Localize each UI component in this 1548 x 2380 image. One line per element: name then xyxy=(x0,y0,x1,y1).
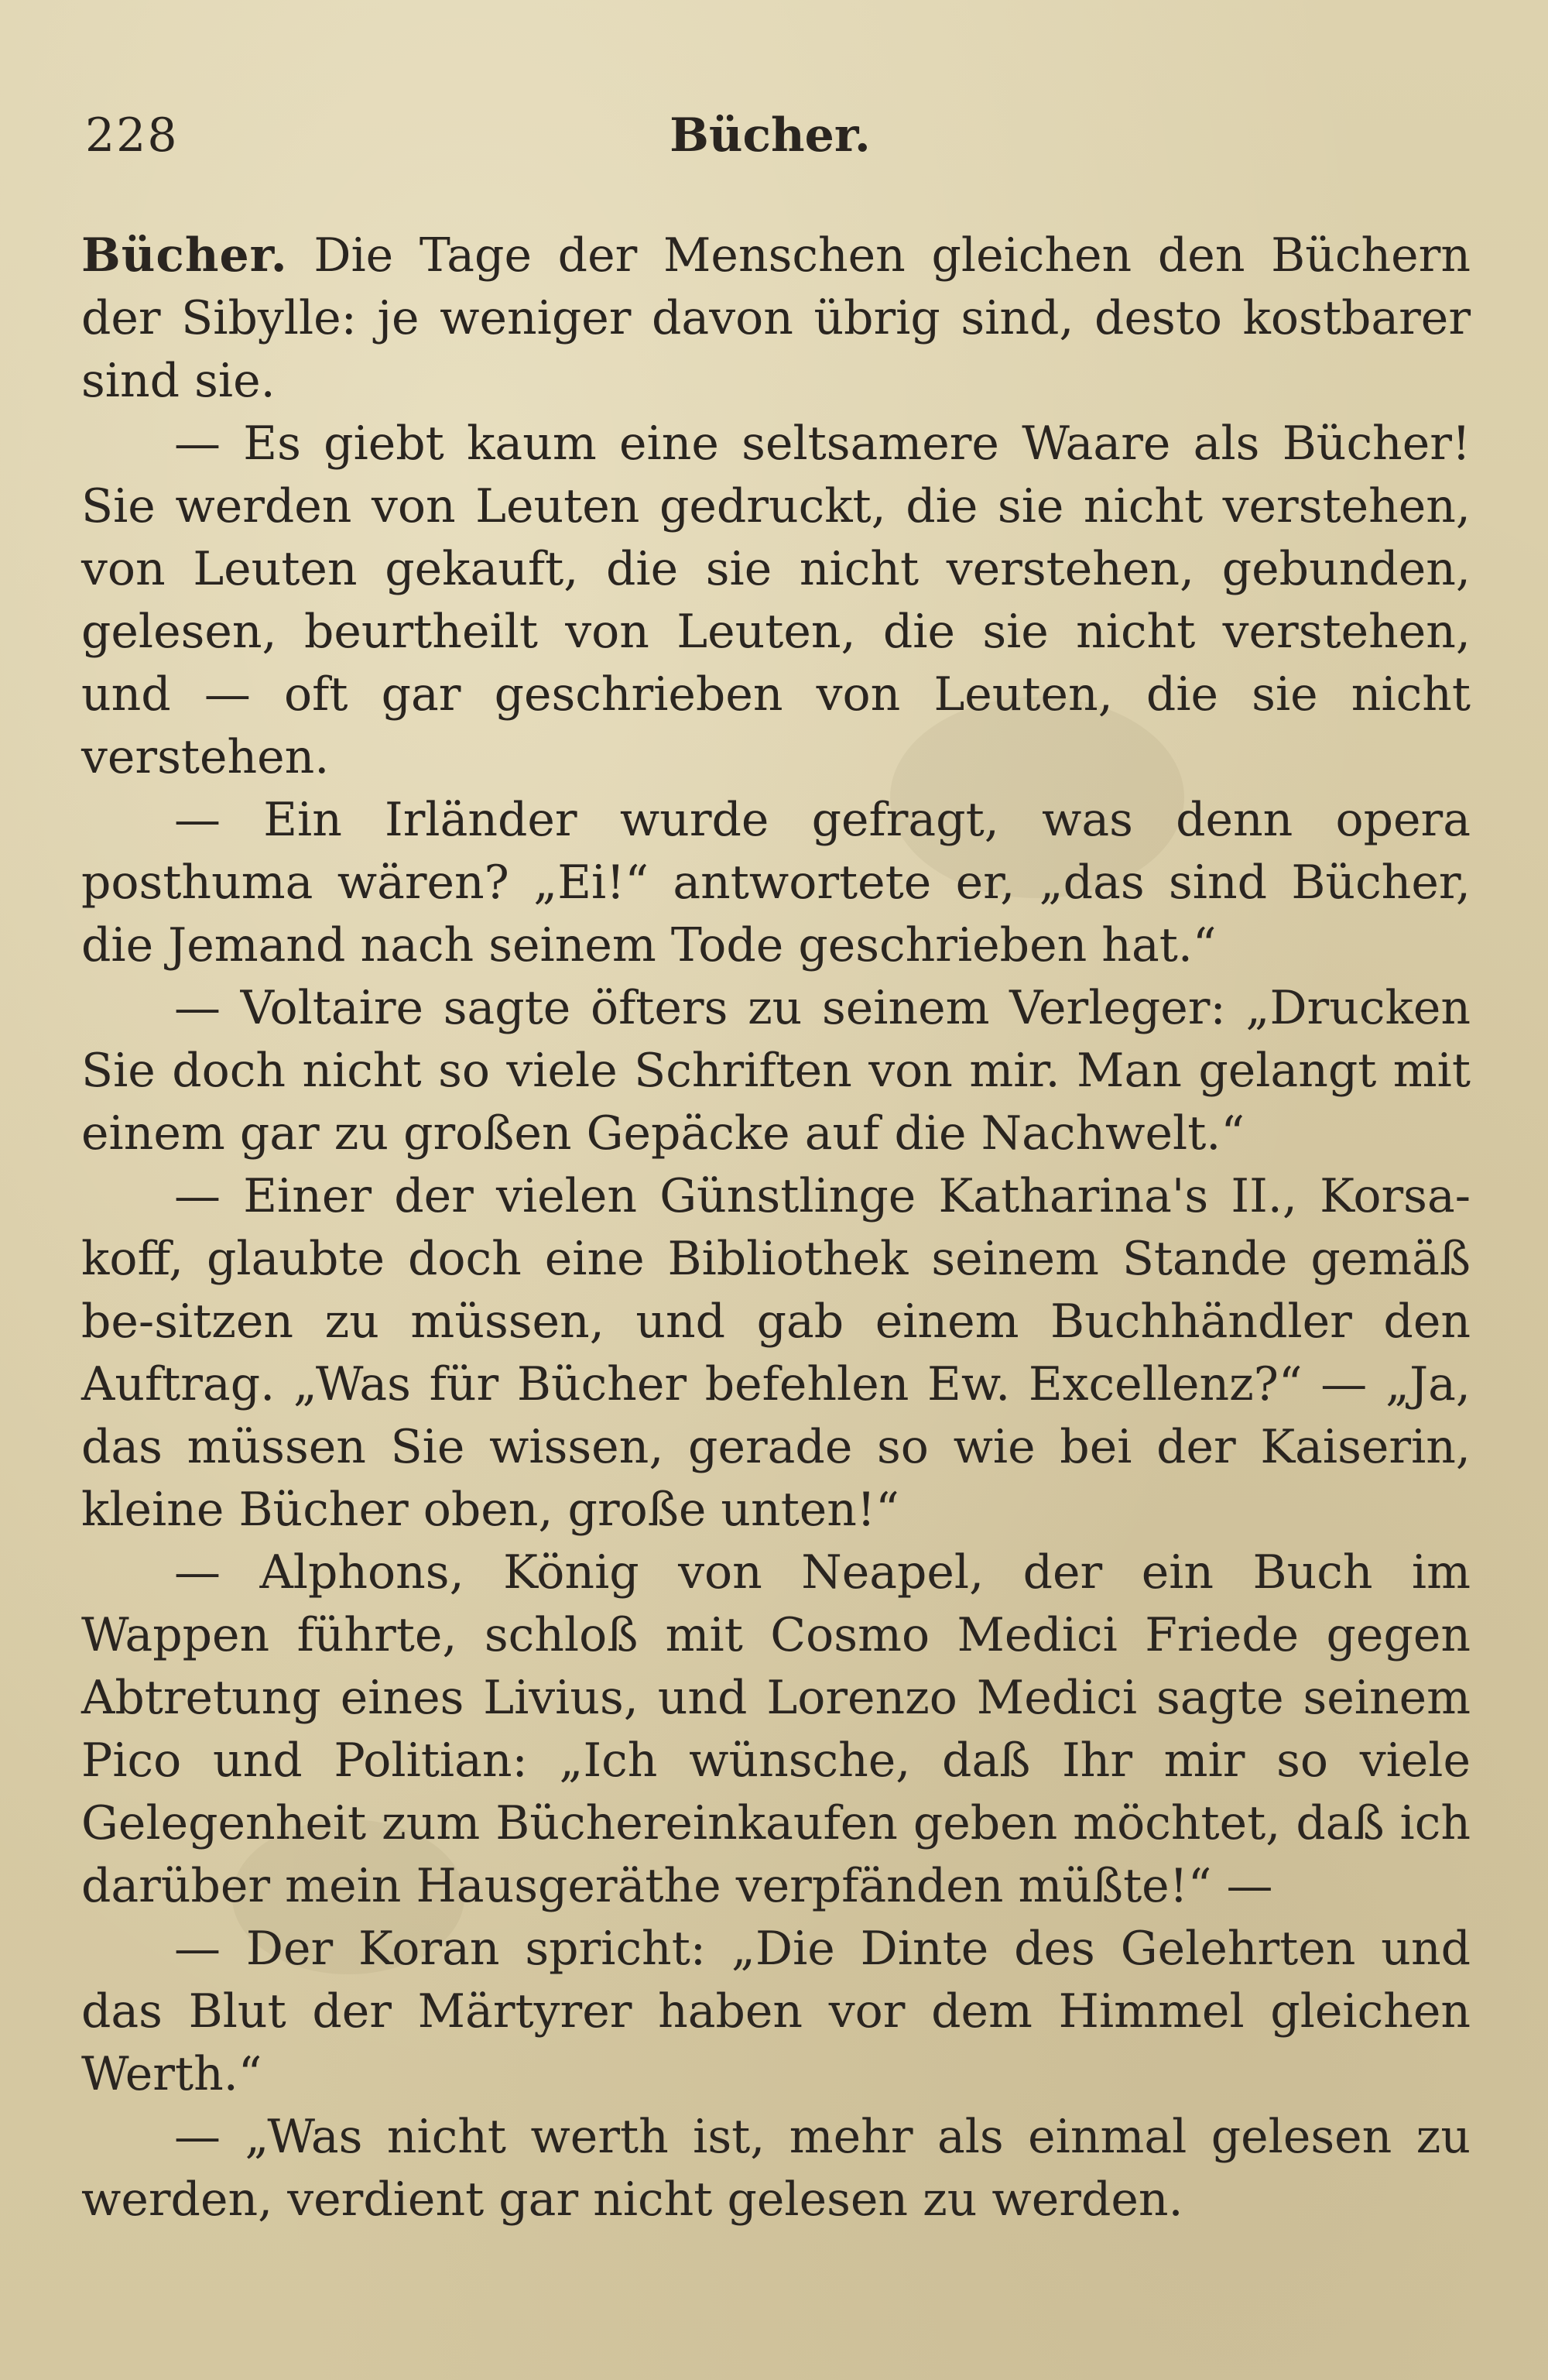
paragraph: — Es giebt kaum eine seltsamere Waare als Bücher! Sie werden von Leuten gedruckt, die sie nicht verstehen, von Leuten gekauft, die sie nicht verstehen, gebunden, gelesen, beurtheilt von Leuten, die sie nicht verstehen, und — oft gar geschrieben von Leuten, die sie nicht verstehen. xyxy=(81,417,1471,784)
paragraph: — Alphons, König von Neapel, der ein Buch im Wappen führte, schloß mit Cosmo Medici Friede gegen Abtretung eines Livius, und Lorenzo Medici sagte seinem Pico und Politian: „Ich wünsche, daß Ihr mir so viele Gelegenheit zum Büchereinkaufen geben möchtet, daß ich darüber mein Hausgeräthe verpfänden müßte!“ — xyxy=(81,1545,1471,1913)
body-text xyxy=(81,225,1471,2231)
running-head xyxy=(77,108,1463,170)
entry-lemma: Bücher. xyxy=(81,228,288,283)
page-number: 228 xyxy=(85,108,179,163)
paragraph: — Der Koran spricht: „Die Dinte des Gelehrten und das Blut der Märtyrer haben vor dem Himmel gleichen Werth.“ xyxy=(81,1922,1471,2101)
paragraph xyxy=(81,225,1471,413)
paragraph: — Einer der vielen Günstlinge Katharina's II., Korsa-koff, glaubte doch eine Bibliothek seinem Stande gemäß be-sitzen zu müssen, und gab einem Buchhändler den Auftrag. „Was für Bücher befehlen Ew. Excellenz?“ — „Ja, das müssen Sie wissen, gerade so wie bei der Kaiserin, kleine Bücher oben, große unten!“ xyxy=(81,1169,1471,1537)
running-title: Bücher. xyxy=(670,108,871,163)
paragraph: — Ein Irländer wurde gefragt, was denn opera posthuma wären? „Ei!“ antwortete er, „das sind Bücher, die Jemand nach seinem Tode geschrieben hat.“ xyxy=(81,793,1471,972)
paragraph: — Voltaire sagte öfters zu seinem Verleger: „Drucken Sie doch nicht so viele Schriften von mir. Man gelangt mit einem gar zu großen Gepäcke auf die Nachwelt.“ xyxy=(81,981,1471,1161)
paragraph-text: Die Tage der Menschen gleichen den Büchern der Sibylle: je weniger davon übrig sind, desto kostbarer sind sie. xyxy=(81,228,1471,408)
paragraph: — „Was nicht werth ist, mehr als einmal gelesen zu werden, verdient gar nicht gelesen zu werden. xyxy=(81,2110,1471,2227)
